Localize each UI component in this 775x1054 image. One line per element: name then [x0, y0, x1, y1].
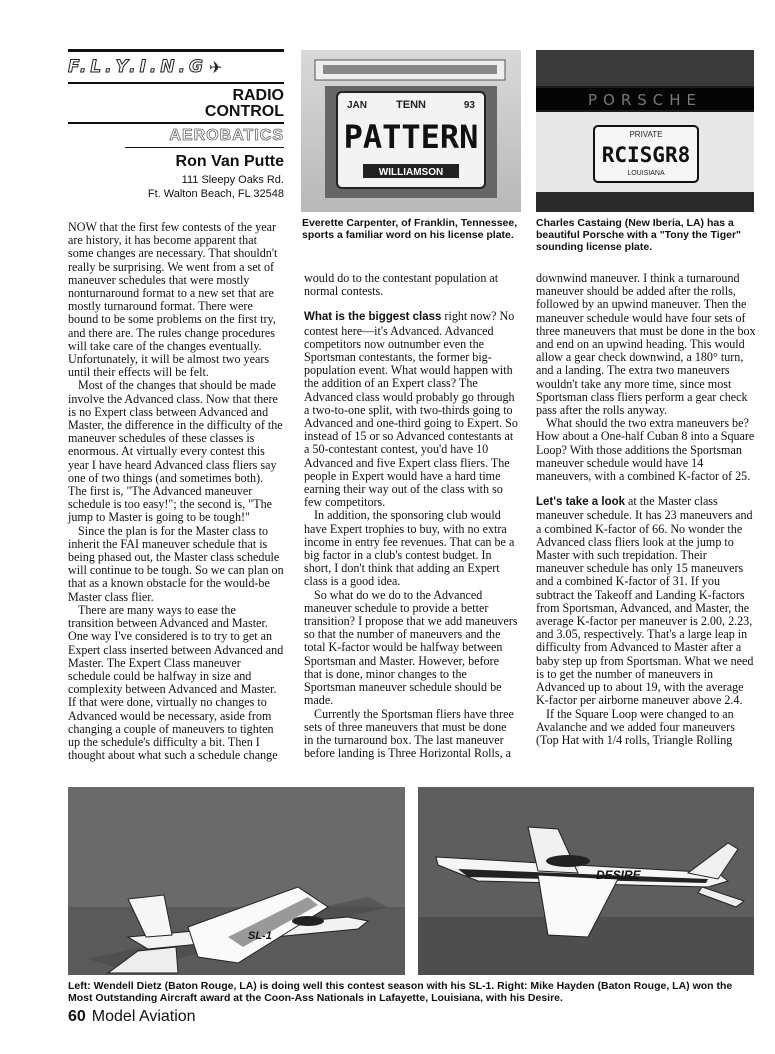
magazine-name: Model Aviation: [91, 1008, 196, 1025]
header-rule-3: [68, 122, 284, 124]
paragraph: Most of the changes that should be made involve the Advanced class. Now that there is no Expert class between Advanced and Master, the difference in the difficulty of the maneuver schedules of these classes is enormous. At virtually every contest this year I have heard Advanced class fliers say one of two things (and sometimes both). The first is, "The Advanced maneuver schedule is too easy!"; the second is, "The jump to Master is going to be tough!": [68, 378, 283, 525]
plate1-county: WILLIAMSON: [378, 167, 444, 178]
runin-heading: What is the biggest class: [304, 311, 442, 324]
column-title-line1: RADIO: [232, 87, 284, 104]
page-footer: [68, 1008, 196, 1026]
author-address-line1: 111 Sleepy Oaks Rd.: [181, 174, 284, 186]
column-subtitle: AEROBATICS: [169, 127, 284, 144]
paragraph: Since the plan is for the Master class to inherit the FAI maneuver schedule that is being phased out, the Master class schedule will continue to be tough. So we can plan on that as a known obstacle for the would-be Master class flier.: [68, 523, 284, 604]
paragraph: In addition, the sponsoring club would have Expert trophies to buy, with no extra income in entry fee revenues. That can be a big factor in a club's contest budget. In short, I don't think that adding an Expert class is a good idea.: [304, 508, 515, 589]
paragraph: Currently the Sportsman fliers have three sets of three maneuvers that must be done in the turnaround box. The last maneuver before landing is Three Horizontal Rolls, a: [304, 706, 514, 761]
plate2-state: LOUISIANA: [627, 170, 665, 177]
article-column-3: [536, 272, 756, 747]
flying-logo-text: F.L.Y.I.N.G: [68, 57, 207, 77]
caption-pattern-plate: Everette Carpenter, of Franklin, Tennessee, sports a familiar word on his license plate.: [302, 217, 518, 241]
caption-bottom-photos: [68, 980, 768, 1004]
author-name: Ron Van Putte: [175, 153, 284, 170]
paragraph: What should the two extra maneuvers be? How about a One-half Cuban 8 into a Square Loop? With those additions the Sportsman maneuver schedule would have 14 maneuvers, with a combined K-factor of 25.: [536, 416, 755, 484]
plate1-state: TENN: [396, 99, 426, 111]
plate1-main: PATTERN: [343, 118, 479, 156]
page-number: 60: [68, 1008, 86, 1025]
paragraph: NOW that the first few contests of the year are history, it has become apparent that some changes are necessary. That shouldn't really be surprising. We went from a set of maneuver schedules that were mostly nonturnaround format to a new set that are mostly turnaround format. There were bound to be some problems on the first try, and there are. The rules change procedures will take care of the changes eventually. Unfortunately, it will be almost two years until their effects will be felt.: [68, 220, 278, 380]
paragraph: would do to the contestant population at normal contests.: [304, 271, 499, 299]
header-rule-4: [125, 147, 284, 148]
caption-bottom-line2: Most Outstanding Aircraft award at the Coon-Ass Nationals in Lafayette, Louisiana, with his Desire.: [68, 992, 563, 1004]
header-top-rule: [68, 49, 284, 52]
photo-pattern-plate: [301, 50, 521, 212]
paragraph: If the Square Loop were changed to an Avalanche and we added four maneuvers (Top Hat with 1/4 rolls, Triangle Rolling: [536, 706, 735, 747]
caption-porsche-plate: Charles Castaing (New Iberia, LA) has a beautiful Porsche with a "Tony the Tiger" sounding license plate.: [536, 217, 742, 253]
caption-bottom-line1: Left: Wendell Dietz (Baton Rouge, LA) is doing well this contest season with his SL-1. Right: Mike Hayden (Baton Rouge, LA) won the: [68, 980, 733, 992]
plate1-month: JAN: [347, 100, 368, 111]
photo-porsche-plate: [536, 50, 754, 212]
paragraph: at the Master class maneuver schedule. It has 23 maneuvers and a combined K-factor of 66. No wonder the Advanced class fliers look at the jump to Master with such trepidation. Their maneuver schedule has only 15 maneuvers and a combined K-factor of 31. If you subtract the Takeoff and Landing K-factors from Sportsman, Advanced, and Master, the average K-factor per maneuver is 2.00, 2.23, and 3.05, respectively. That's a large leap in difficulty from Advanced to Master after a baby step up from Sportsman. What we need is to get the number of maneuvers in Advanced up to about 19, with the average K-factor per airborne maneuver above 2.4.: [536, 494, 754, 708]
plate2-top: PRIVATE: [629, 130, 663, 139]
plate2-main: RCISGR8: [601, 143, 691, 167]
article-column-1: [68, 221, 284, 762]
paragraph: There are many ways to ease the transition between Advanced and Master. One way I've considered is to try to get an Expert class inserted between Advanced and Master. The Expert Class maneuver schedule could be halfway in size and complexity between Advanced and Master. If that were done, virtually no changes to Advanced would be necessary, aside from changing a couple of maneuvers to tighten up the schedule's difficulty a bit. Then I thought about what such a schedule change: [68, 602, 284, 763]
author-address-line2: Ft. Walton Beach, FL 32548: [147, 188, 284, 200]
plane2-label: DESIRE: [596, 868, 641, 882]
airplane-icon: ✈: [209, 57, 227, 77]
paragraph: So what do we do to the Advanced maneuver schedule to provide a better transition? I propose that we add maneuvers so that the number of maneuvers and the total K-factor would be halfway between Sportsman and Master. However, before that is done, minor changes to the Sportsman maneuver schedule should be made.: [304, 587, 518, 708]
photo-desire-plane: [418, 787, 754, 975]
article-column-2: [304, 272, 518, 760]
porsche-badge: PORSCHE: [587, 91, 703, 109]
column-title: [205, 88, 284, 120]
header-mid-rule: [68, 82, 284, 84]
runin-heading: Let's take a look: [536, 496, 626, 509]
plane1-label: SL-1: [248, 930, 272, 942]
paragraph: downwind maneuver. I think a turnaround maneuver should be added after the rolls, followed by an upwind maneuver. Then the maneuver schedule would have four sets of three maneuvers that must be done in the box and end on an upwind heading. This would allow a gear check downwind, a 180° turn, and a landing. The extra two maneuvers wouldn't take any more time, since most Sportsman class fliers perform a gear check pass after the rolls anyway.: [536, 271, 756, 418]
flying-logo: [68, 55, 284, 79]
photo-sl1-plane: [68, 787, 405, 975]
column-title-line2: CONTROL: [204, 103, 284, 120]
paragraph: right now? No contest here—it's Advanced. Advanced competitors now outnumber even the Sportsman contestants, the former big-population event. What would happen with the addition of an Expert class? The Advanced class would probably go through a two-to-one split, with two-thirds going to Advanced and one-third going to Expert. So instead of 15 or so Advanced contestants at a 50-contestant contest, you'd have 10 Advanced and five Expert class fliers. The people in Expert would have a hard time earning their way out of the class with so few competitors.: [304, 309, 518, 510]
plate1-year: 93: [463, 100, 475, 111]
